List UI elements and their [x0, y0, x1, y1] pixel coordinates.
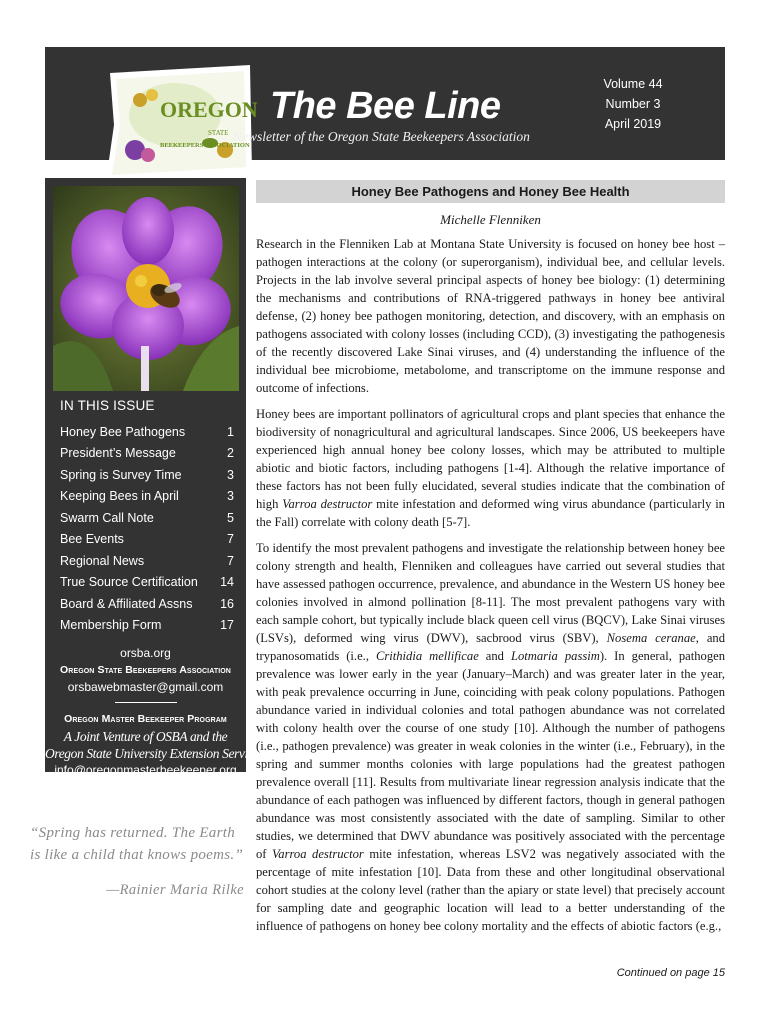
issue-number: Number 3: [605, 97, 661, 111]
toc-item[interactable]: [60, 443, 234, 465]
logo-small-1: STATE: [208, 129, 229, 137]
species-name: Varroa destructor: [272, 847, 364, 861]
logo-small-2: BEEKEEPERS ASSOCIATION: [160, 142, 250, 149]
text-run: , and trypanosomatids (i.e.,: [256, 631, 726, 663]
toc-item[interactable]: [60, 421, 234, 443]
toc-item[interactable]: [60, 486, 234, 508]
toc-item[interactable]: [60, 593, 234, 615]
toc-title: Regional News: [60, 553, 145, 568]
logo-word: OREGON: [160, 97, 258, 122]
issue-date: April 2019: [604, 117, 662, 131]
toc-title: Swarm Call Note: [60, 510, 154, 525]
volume: Volume 44: [603, 77, 663, 91]
article-body: [256, 235, 725, 943]
osba-logo-icon: [100, 55, 260, 187]
toc-heading: IN THIS ISSUE: [60, 398, 155, 413]
text-run: mite infestation, whereas LSV2 was negatively associated with the percentage of mite infestation [10]. Data from these and other longitudinal observational cohort studies at the colony level (rather than the apiary or state level) that precisely account for sampling date and geographic location will lead to a better understanding of the influence of pathogens on honey bee colony mortality and the effects of abiotic factors (e.g.,: [256, 847, 725, 933]
toc-page: 7: [227, 553, 234, 568]
toc-page: 3: [227, 489, 234, 504]
table-of-contents: [60, 421, 234, 636]
species-name: Nosema ceranae: [606, 631, 696, 645]
contact-info: [45, 645, 260, 779]
issue-info: [578, 74, 688, 134]
toc-title: Keeping Bees in April: [60, 489, 179, 504]
toc-item[interactable]: [60, 464, 234, 486]
continued-note[interactable]: Continued on page 15: [616, 967, 725, 979]
org-name: Oregon State Beekeepers Association: [60, 664, 231, 676]
crocus-photo-icon: [53, 186, 239, 391]
program-name: Oregon Master Beekeeper Program: [64, 713, 227, 725]
toc-title: Spring is Survey Time: [60, 467, 182, 482]
text-run: To identify the most prevalent pathogens and investigate the relationship between honey bee colony strength and health, Flenniken and colleagues have carried out several studies that have assessed pathogen occurrence, prevalence, and abundance in the Western US honey bee colonies involved in almond pollination [8-11]. The most prevalent pathogens vary with each sample cohort, but typically include black queen cell virus (BQCV), Lake Sinai viruses (LSVs), deformed wing virus (DWV), sacbrood virus (SBV),: [256, 541, 725, 645]
program-line-2: Oregon State University Extension Service: [45, 746, 260, 761]
toc-item[interactable]: [60, 550, 234, 572]
toc-title: Bee Events: [60, 532, 124, 547]
newsletter-subtitle: Newsletter of the Oregon State Beekeepers Association: [233, 129, 530, 144]
toc-page: 14: [220, 575, 234, 590]
newsletter-title: The Bee Line: [270, 85, 501, 127]
toc-title: True Source Certification: [60, 575, 198, 590]
toc-page: 2: [227, 446, 234, 461]
toc-page: 3: [227, 467, 234, 482]
toc-title: Board & Affiliated Assns: [60, 596, 193, 611]
toc-item[interactable]: [60, 529, 234, 551]
toc-title: Membership Form: [60, 618, 162, 633]
toc-item[interactable]: [60, 572, 234, 594]
toc-page: 17: [220, 618, 234, 633]
text-run: Honey bees are important pollinators of agricultural crops and plant species that enhance the biodiversity of nonagricultural and agricultural landscapes. Since 2006, US beekeepers have experienced high annual honey bee colony losses, which may be attributed to multiple abiotic and biotic factors, including pathogens [1-4]. Although the relative importance of these factors has not been fully elucidated, several studies indicate that the combination of high: [256, 407, 725, 511]
toc-page: 16: [220, 596, 234, 611]
sidebar: [45, 178, 260, 777]
paragraph-3: [256, 539, 725, 935]
masthead: [45, 47, 725, 160]
program-email-link[interactable]: info@oregonmasterbeekeeper.org: [54, 763, 237, 777]
divider: [115, 702, 177, 703]
text-run: ). In general, pathogen prevalence was lower early in the year (January–March) and was greater later in the year, with peak prevalence occurring in June, coinciding with peak colony populations. Pathogen abundance varied in individual colonies and total pathogen abundance was not correlated with colony health over the course of one study [10]. Although the number of pathogens (i.e., pathogen prevalence) was greater in weak colonies in the winter (i.e., February), in the spring and summer months colonies with large populations had the greatest pathogen prevalence overall [11]. Results from multivariate linear regression analysis indicate that the abundance of each pathogen was influenced by different factors, though in general pathogen abundance was most consistently associated with the date of sampling. Similar to other studies, we determined that DWV abundance was positively associated with the percentage of: [256, 649, 726, 861]
toc-item[interactable]: [60, 507, 234, 529]
program-line-1: A Joint Venture of OSBA and the: [63, 729, 228, 744]
species-name: Lotmaria passim: [510, 649, 600, 663]
toc-item[interactable]: [60, 615, 234, 637]
toc-title: President’s Message: [60, 446, 176, 461]
paragraph-2: [256, 405, 725, 531]
toc-title: Honey Bee Pathogens: [60, 424, 186, 439]
species-name: Crithidia mellificae: [375, 649, 479, 663]
text-run: mite infestation and deformed wing virus abundance (particularly in the Fall) correlate with colony death [5-7].: [256, 497, 725, 529]
species-name: Varroa destructor: [282, 497, 373, 511]
toc-page: 7: [227, 532, 234, 547]
toc-page: 1: [227, 424, 234, 439]
quote-author: —Rainier Maria Rilke: [106, 882, 244, 898]
article-title: Honey Bee Pathogens and Honey Bee Health: [256, 180, 725, 203]
article-author: Michelle Flenniken: [440, 212, 541, 227]
text-run: and: [478, 649, 511, 663]
org-email-link[interactable]: orsbawebmaster@gmail.com: [67, 680, 224, 694]
website-link[interactable]: orsba.org: [120, 646, 171, 660]
toc-page: 5: [227, 510, 234, 525]
quote-text: “Spring has returned. The Earth is like a child that knows poems.”: [30, 825, 244, 863]
paragraph-1: Research in the Flenniken Lab at Montana State University is focused on honey bee host – pathogen interactions at the colony (or superorganism), individual bee, and cellular levels. Projects in the lab involve several principal aspects of honey bee biology: (1) determining the mechanisms and contributions of RNA-triggered pathways in honey bee antiviral defense, (2) honey bee pathogen monitoring, detection, and discovery, with an emphasis on pathogens associated with colony losses (including CCD), (3) investigating the pathogenesis of the recently discovered Lake Sinai viruses, and (4) understanding the influence of the individual bee microbiome, metabolome, and transcriptome on the immune response and outcome of infections.: [256, 237, 725, 395]
